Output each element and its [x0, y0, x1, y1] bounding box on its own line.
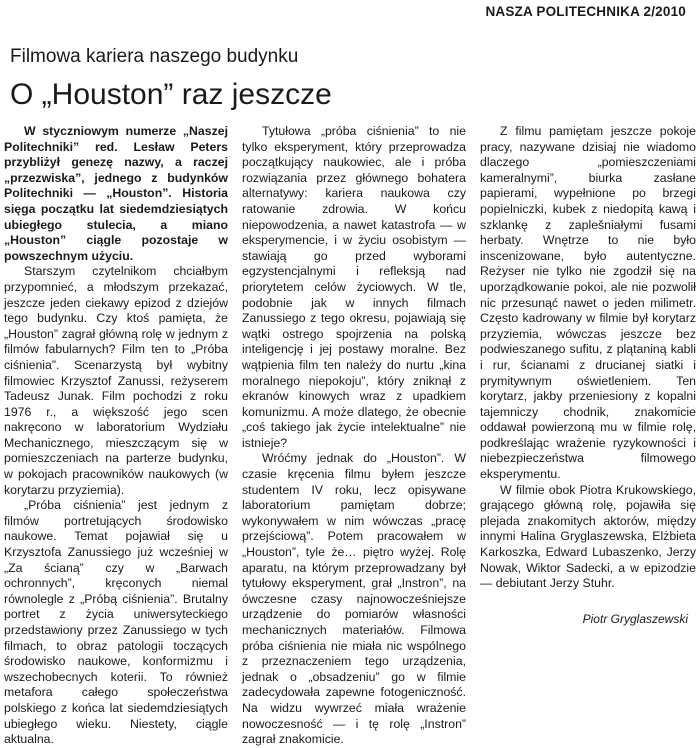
- paragraph: Tytułowa „próba ciśnienia” to nie tylko eksperyment, który przeprowadza początkujący naukowiec, ale i próba rozwiązania przez głównego bohatera alternatywy: kariera naukowa czy ratowanie zdrowia. W końcu niepowodzenia, a nawet katastrofa — w eksperymencie, i w życiu osobistym — stawiają go przed wyborami egzystencjalnymi i refleksją nad priorytetem celów życiowych. W tle, podobnie jak w innych filmach Zanussiego z tego okresu, pojawiają się wątki ostrego spojrzenia na polską inteligencję i jej postawy moralne. Bez wątpienia film ten należy do nurtu „kina moralnego niepokoju”, który zniknął z ekranów kinowych wraz z upadkiem komunizmu. A może dlatego, że obecnie „coś takiego jak życie intelektualne” nie istnieje?: [242, 124, 466, 450]
- column-3: [480, 124, 696, 604]
- column-1: [4, 124, 228, 747]
- article-title: O „Houston” raz jeszcze: [10, 78, 332, 111]
- publication-header: NASZA POLITECHNIKA 2/2010: [485, 4, 686, 19]
- paragraph: „Próba ciśnienia” jest jednym z filmów portretujących środowisko naukowe. Temat pojawiał się u Krzysztofa Zanussiego już wcześniej w „Za ścianą” czy w „Barwach ochronnych”, kręconych niemal równolegle z „Próbą ciśnienia”. Brutalny portret z życia uniwersyteckiego przedstawiony przez Zanussiego w tych filmach, to obraz patologii toczących środowisko naukowe, konformizmu i wszechobecnych koterii. To również metafora całego społeczeństwa polskiego z końca lat siedemdziesiątych ubiegłego wieku. Niestety, ciągle aktualna.: [4, 498, 228, 747]
- article-lead: W styczniowym numerze „Naszej Politechniki” red. Lesław Peters przybliżył genezę nazwy, a raczej „przezwiska”, jednego z budynków Politechniki — „Houston”. Historia sięga początku lat siedemdziesiątych ubiegłego stulecia, a miano „Houston” ciągle pozostaje w powszechnym użyciu.: [4, 124, 228, 263]
- article-kicker: Filmowa kariera naszego budynku: [10, 46, 299, 67]
- column-2: [242, 124, 466, 747]
- paragraph: W filmie obok Piotra Krukowskiego, grającego główną rolę, pojawiła się plejada znakomitych aktorów, między innymi Halina Gryglaszewska, Elżbieta Karkoszka, Edward Lubaszenko, Jerzy Nowak, Wiktor Sadecki, a w epizodzie — debiutant Jerzy Stuhr.: [480, 482, 696, 591]
- paragraph: Starszym czytelnikom chciałbym przypomnieć, a młodszym przekazać, jeszcze jeden ciekawy epizod z dziejów tego budynku. Czy ktoś pamięta, że „Houston” zagrał główną rolę w jednym z filmów fabularnych? Film ten to „Próba ciśnienia”. Scenarzystą był wybitny filmowiec Krzysztof Zanussi, reżyserem Tadeusz Junak. Film pochodzi z roku 1976 r., a większość jego scen nakręcono w laboratorium Wydziału Mechanicznego, mieszczącym się w pomieszczeniach na parterze budynku, w pokojach pracowników naukowych (w korytarzu przyziemia).: [4, 264, 228, 497]
- article-author: Piotr Gryglaszewski: [582, 612, 688, 626]
- paragraph: Z filmu pamiętam jeszcze pokoje pracy, nazywane dzisiaj nie wiadomo dlaczego „pomieszczeniami kameralnymi”, biurka zasłane papierami, wypełnione po brzegi popielniczki, kubek z niedopitą kawą i szklankę z zaplešniałymi fusami herbaty. Wnętrze to nie było inscenizowane, było autentyczne. Reżyser nie tylko nie zgodził się na uporządkowanie pokoi, ale nie pozwolił nic przesunąć nawet o jeden milimetr. Często kadrowany w filmie był korytarz przyziemia, wówczas jeszcze bez podwieszanego sufitu, z plątaniną kabli i rur, ścianami z drucianej siatki i prymitywnym oświetleniem. Ten korytarz, jakby przeniesiony z kopalni tajemniczy chodnik, znakomicie oddawał powierzoną mu w filmie rolę, podkreślając wrażenie ryzykowności i niebezpieczeństwa filmowego eksperymentu.: [480, 124, 696, 482]
- paragraph: Wróćmy jednak do „Houston”. W czasie kręcenia filmu byłem jeszcze studentem IV roku, lecz opisywane laboratorium pamiętam dobrze; wykonywałem w nim wówczas „pracę przejściową”. Potem pracowałem w „Houston”, tyle że… piętro wyżej. Rolę aparatu, na którym przeprowadzany był tytułowy eksperyment, grał „Instron”, na ówczesne czasy najnowocześniejsze urządzenie do pomiarów własności mechanicznych materiałów. Filmowa próba ciśnienia nie miała nic wspólnego z przeznaczeniem tego urządzenia, jednak o „obsadzeniu” go w filmie zadecydowała zapewne fotogeniczność. Na widzu wywrzeć miała wrażenie nowoczesność — i tę rolę „Instron” zagrał znakomicie.: [242, 451, 466, 747]
